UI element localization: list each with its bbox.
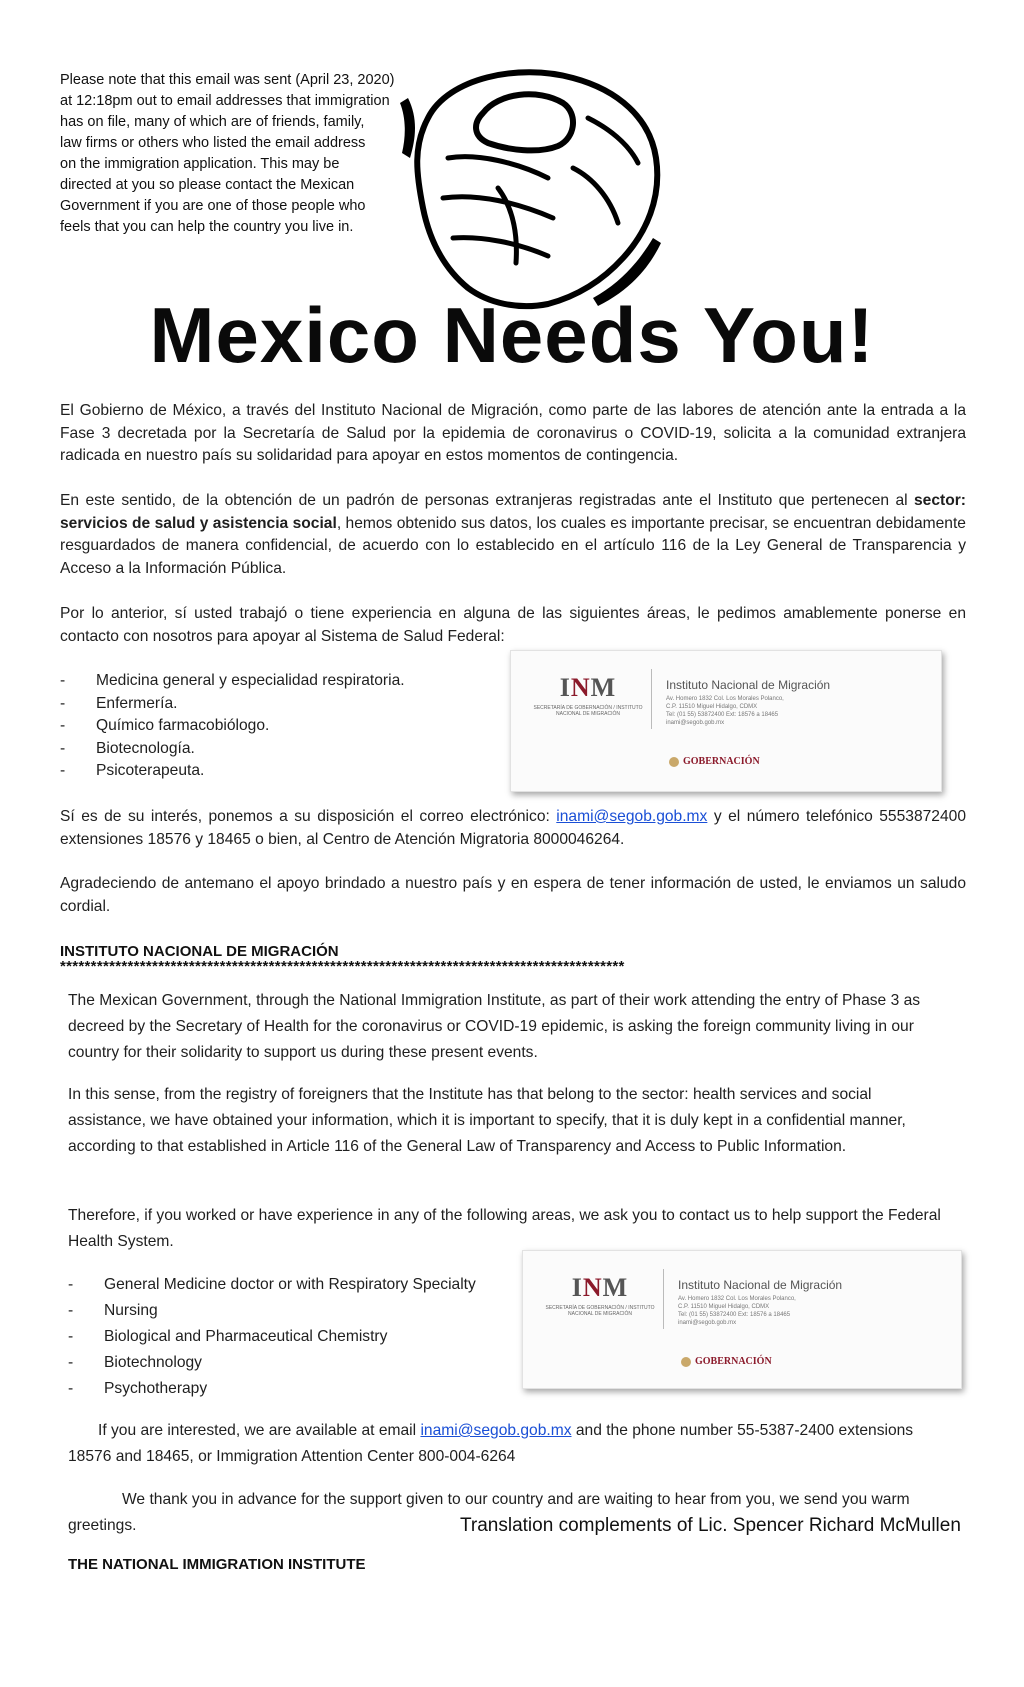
list-item: - Biotechnology [68, 1354, 202, 1371]
note-line: law firms or others who listed the email address [60, 135, 366, 151]
logo-subtitle: SECRETARÍA DE GOBERNACIÓN / INSTITUTO NACIONAL DE MIGRACIÓN [533, 705, 643, 717]
list-item: - General Medicine doctor or with Respiratory Specialty [68, 1276, 476, 1293]
list-item-text: Biotechnology [104, 1354, 202, 1371]
list-item: - Biological and Pharmaceutical Chemistry [68, 1328, 388, 1345]
list-item: - Medicina general y especialidad respiratoria. [60, 672, 405, 689]
inm-business-card [510, 650, 942, 792]
note-line: on the immigration application. This may be [60, 156, 340, 172]
note-line: at 12:18pm out to email addresses that immigration [60, 93, 390, 109]
list-item-text: Psychotherapy [104, 1380, 208, 1397]
seal-icon [669, 757, 679, 767]
card-divider [651, 669, 652, 729]
gobernacion-label [669, 756, 760, 767]
spanish-paragraph-5: Agradeciendo de antemano el apoyo brindado a nuestro país y en espera de tener información de usted, le enviamos un saludo cordial. [60, 875, 966, 915]
logo-letter: M [590, 673, 617, 702]
english-signature: THE NATIONAL IMMIGRATION INSTITUTE [68, 1556, 366, 1573]
list-item-text: General Medicine doctor or with Respiratory Specialty [104, 1276, 476, 1293]
spanish-paragraph-4 [60, 806, 966, 851]
spanish-signature: INSTITUTO NACIONAL DE MIGRACIÓN [60, 943, 339, 960]
note-line: directed at you so please contact the Mexican [60, 177, 355, 193]
spanish-paragraph-2 [60, 490, 966, 580]
spanish-paragraph-1: El Gobierno de México, a través del Instituto Nacional de Migración, como parte de las labores de atención ante la entrada a la Fase 3 decretada por la Secretaría de Salud por la epidemia de coronavirus o COVID-19, solicita a la comunidad extranjera radicada en nuestro país su solidaridad para apoyar en estos momentos de contingencia. [60, 402, 966, 464]
gob-text: GOBERNACIÓN [695, 1356, 772, 1367]
address-line: Tel: (01 55) 53872400 Ext: 18576 a 18465 [666, 712, 779, 718]
card-divider [663, 1269, 664, 1329]
seal-icon [681, 1357, 691, 1367]
card-title: Instituto Nacional de Migración [666, 678, 831, 692]
email-link[interactable]: inami@segob.gob.mx [420, 1422, 572, 1439]
english-paragraph-2: In this sense, from the registry of foreigners that the Institute has that belong to the sector: health services and social assistance, we have obtained your information, which it is important to specify, that it is duly kept in a confidential manner, according to that established in Article 116 of the General Law of Transparency and Access to Public Information. [68, 1086, 906, 1155]
list-item: - Biotecnología. [60, 739, 195, 757]
email-note [60, 70, 432, 238]
logo-letter: M [602, 1273, 629, 1302]
list-item-text: Psicoterapeuta. [96, 762, 205, 779]
logo-letter: N [570, 673, 591, 702]
card-address [678, 1295, 796, 1327]
email-link[interactable]: inami@segob.gob.mx [556, 808, 708, 825]
english-paragraph-4 [68, 1418, 948, 1470]
text-span: If you are interested, we are available at email [98, 1422, 421, 1439]
address-line: Av. Homero 1832 Col. Los Morales Polanco, [678, 1296, 796, 1302]
address-line: C.P. 11510 Miguel Hidalgo, CDMX [666, 704, 758, 710]
english-areas-list [68, 1272, 476, 1402]
separator-stars: ******************************************************************************************** [60, 958, 625, 975]
text-span: y el número telefónico 5553872400 extensiones 18576 y 18465 o bien, al Centro de Atención Migratoria 8000046264. [60, 808, 966, 848]
logo-subtitle: SECRETARÍA DE GOBERNACIÓN / INSTITUTO NACIONAL DE MIGRACIÓN [545, 1305, 655, 1317]
address-line: Av. Homero 1832 Col. Los Morales Polanco, [666, 696, 784, 702]
list-item: - Nursing [68, 1302, 158, 1319]
list-item-text: Químico farmacobiólogo. [96, 717, 270, 734]
gobernacion-label [681, 1356, 772, 1367]
note-line: feels that you can help the country you live in. [60, 219, 354, 235]
list-item: - Psicoterapeuta. [60, 762, 205, 779]
list-item-text: Biotecnología. [96, 739, 195, 757]
note-line: has on file, many of which are of friends, family, [60, 114, 365, 130]
english-paragraph-1: The Mexican Government, through the National Immigration Institute, as part of their work attending the entry of Phase 3 as decreed by the Secretary of Health for the coronavirus or COVID-19 epidemic, is asking the foreign community living in our country for their solidarity to support us during these present events. [68, 992, 921, 1061]
text-span: , hemos obtenido sus datos, los cuales es importante precisar, se encuentran debidamente resguardados de manera confidencial, de acuerdo con lo establecido en el artículo 116 de la Ley General de Transparencia y Acceso a la Información Pública. [60, 514, 966, 577]
note-line: Government if you are one of those people who [60, 198, 366, 214]
translation-credit: Translation complements of Lic. Spencer Richard McMullen [460, 1515, 961, 1536]
logo-letter: I [559, 673, 571, 702]
address-line: inami@segob.gob.mx [666, 720, 725, 726]
english-paragraph-3: Therefore, if you worked or have experience in any of the following areas, we ask you to contact us to help support the Federal Health System. [68, 1207, 941, 1250]
inm-business-card [522, 1250, 962, 1389]
text-span: We thank you in advance for the support given to our country and are waiting to hear from you, we send you warm greetings. [68, 1491, 910, 1534]
logo-letter: N [582, 1273, 603, 1302]
list-item-text: Enfermería. [96, 694, 178, 712]
pointing-hand-icon [388, 58, 678, 318]
address-line: C.P. 11510 Miguel Hidalgo, CDMX [678, 1304, 770, 1310]
list-item-text: Nursing [104, 1302, 158, 1319]
gob-text: GOBERNACIÓN [683, 756, 760, 767]
inm-logo [535, 1273, 665, 1317]
list-item-text: Biological and Pharmaceutical Chemistry [104, 1328, 388, 1345]
text-span: and the phone number 55-5387-2400 extensions 18576 and 18465, or Immigration Attention Center 800-004-6264 [68, 1422, 914, 1465]
logo-letter: I [571, 1273, 583, 1302]
card-title: Instituto Nacional de Migración [678, 1278, 843, 1292]
spanish-areas-list [60, 670, 405, 783]
address-line: inami@segob.gob.mx [678, 1320, 737, 1326]
text-span: Sí es de su interés, ponemos a su disposición el correo electrónico: [60, 808, 557, 825]
spanish-paragraph-3: Por lo anterior, sí usted trabajó o tiene experiencia en alguna de las siguientes áreas, le pedimos amablemente ponerse en contacto con nosotros para apoyar al Sistema de Salud Federal: [60, 605, 966, 645]
list-item: - Químico farmacobiólogo. [60, 717, 270, 734]
bold-sector: sector: servicios de salud y asistencia social [60, 492, 966, 532]
inm-logo [523, 673, 653, 717]
card-address [666, 695, 784, 727]
list-item: - Enfermería. [60, 694, 178, 712]
page-title: Mexico Needs You! [149, 291, 875, 379]
list-item-text: Medicina general y especialidad respiratoria. [96, 672, 405, 689]
list-item: - Psychotherapy [68, 1380, 208, 1397]
address-line: Tel: (01 55) 53872400 Ext: 18576 a 18465 [678, 1312, 791, 1318]
note-line: Please note that this email was sent (April 23, 2020) [60, 72, 395, 88]
text-span: En este sentido, de la obtención de un padrón de personas extranjeras registradas ante el Instituto que pertenecen al [60, 492, 914, 509]
